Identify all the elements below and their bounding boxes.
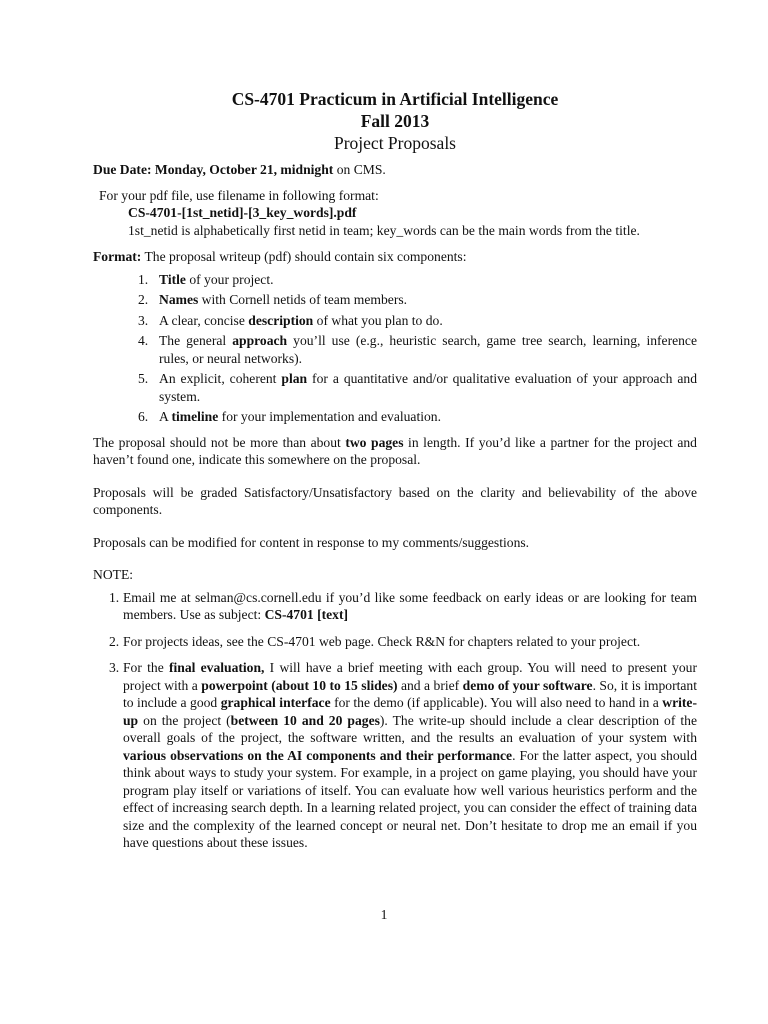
item-keyword: final evaluation, [168, 660, 265, 675]
item-keyword: graphical interface [220, 695, 331, 710]
list-item [93, 370, 697, 405]
paragraph-text: The proposal should not be more than about [93, 434, 346, 450]
grading-paragraph: Proposals will be graded Satisfactory/Unsatisfactory based on the clarity and believability of the above components. [93, 484, 697, 517]
item-number: 5. [138, 371, 149, 386]
title-block [93, 88, 697, 154]
item-text: The general [159, 333, 233, 348]
item-text: For projects ideas, see the CS-4701 web page. Check R&N for chapters related to your project. [123, 633, 641, 649]
paragraph-text: in length. If you’d like a partner for the project and haven’t found one, indicate this somewhere on the proposal. [93, 434, 697, 467]
item-text: for your implementation and evaluation. [218, 409, 442, 424]
filename-format: CS-4701-[1st_netid]-[3_key_words].pdf [128, 205, 357, 220]
item-number: 3. [138, 312, 149, 328]
format-text: The proposal writeup (pdf) should contain six components: [141, 249, 467, 264]
list-item [93, 291, 697, 309]
paragraph-keyword: two pages [345, 434, 404, 450]
item-text: and a brief [397, 677, 463, 693]
item-text: you’ll use (e.g., heuristic search, game tree search, learning, inference rules, or neural networks). [159, 333, 697, 366]
item-text: A clear, concise [159, 312, 249, 328]
item-text: of what you plan to do. [313, 312, 443, 328]
filename-note: 1st_netid is alphabetically first netid in team; key_words can be the main words from the title. [128, 222, 640, 238]
list-item [93, 589, 697, 624]
filename-instructions [99, 187, 697, 240]
item-keyword: write-up [123, 695, 697, 728]
item-number: 4. [138, 333, 149, 348]
item-text: A [159, 409, 172, 424]
due-suffix: on CMS. [333, 162, 386, 177]
list-item [93, 332, 697, 367]
modification-paragraph: Proposals can be modified for content in response to my comments/suggestions. [93, 534, 530, 550]
list-item [93, 312, 697, 330]
page-number: 1 [380, 907, 388, 922]
components-list [93, 271, 697, 426]
item-text: for a quantitative and/or qualitative evaluation of your approach and system. [159, 371, 697, 404]
list-item [93, 271, 697, 289]
item-keyword: Names [159, 292, 199, 307]
note-heading: NOTE: [93, 567, 134, 582]
filename-intro: For your pdf file, use filename in following format: [99, 187, 379, 203]
item-text: . So, it is important to include a good [123, 677, 697, 710]
item-number: 1. [109, 589, 120, 605]
item-text: Email me at selman@cs.cornell.edu if you’d like some feedback on early ideas or are looking for team members. Use as subject: [123, 589, 697, 622]
due-label: Due Date: [93, 162, 152, 177]
due-date-line [93, 161, 697, 179]
list-item [93, 633, 697, 651]
item-text: ). The write-up should include a clear description of the overall goals of the project, the software written, and the results an evaluation of your system with [123, 712, 697, 745]
item-text: of your project. [185, 271, 274, 287]
item-keyword: between 10 and 20 pages [230, 712, 380, 728]
item-text: . For the latter aspect, you should think about ways to study your system. For example, in a project on game playing, you should have your program play itself or variations of itself. You can evaluate how well various heuristics perform and the effect of increasing search depth. In a learning related project, you can consider the effect of training data size and the complexity of the learned concept or neural net. Don’t hesitate to drop me an email if you have questions about these issues. [123, 747, 697, 850]
item-number: 6. [138, 409, 149, 424]
item-text: An explicit, coherent [159, 371, 282, 386]
due-date: Monday, October 21, midnight [154, 162, 334, 177]
item-keyword: demo of your software [462, 677, 593, 693]
email-subject: CS-4701 [text] [264, 607, 349, 622]
course-title: CS-4701 Practicum in Artificial Intelligence [231, 89, 559, 109]
notes-list [93, 589, 697, 852]
item-keyword: various observations on the AI components and their performance [123, 747, 513, 763]
item-number: 2. [138, 292, 149, 307]
item-text: on the project ( [138, 712, 231, 728]
item-keyword: powerpoint (about 10 to 15 slides) [201, 677, 398, 693]
item-text: I will have a brief meeting with each group. You will need to present your project with a [123, 660, 697, 693]
format-line [93, 248, 697, 266]
item-number: 3. [109, 660, 120, 675]
item-text: for the demo (if applicable). You will also need to hand in a [330, 695, 663, 710]
item-keyword: plan [281, 371, 308, 386]
term: Fall 2013 [360, 111, 430, 131]
item-number: 1. [138, 271, 149, 287]
item-keyword: approach [232, 333, 288, 348]
doc-title: Project Proposals [333, 133, 456, 153]
document-page [93, 88, 697, 861]
item-text: For the [123, 660, 169, 675]
item-keyword: timeline [171, 409, 219, 424]
item-keyword: Title [159, 271, 186, 287]
length-paragraph [93, 434, 697, 469]
item-keyword: description [248, 312, 314, 328]
item-text: with Cornell netids of team members. [198, 292, 408, 307]
list-item [93, 659, 697, 852]
item-number: 2. [109, 633, 120, 649]
list-item [93, 408, 697, 426]
format-label: Format: [93, 249, 142, 264]
